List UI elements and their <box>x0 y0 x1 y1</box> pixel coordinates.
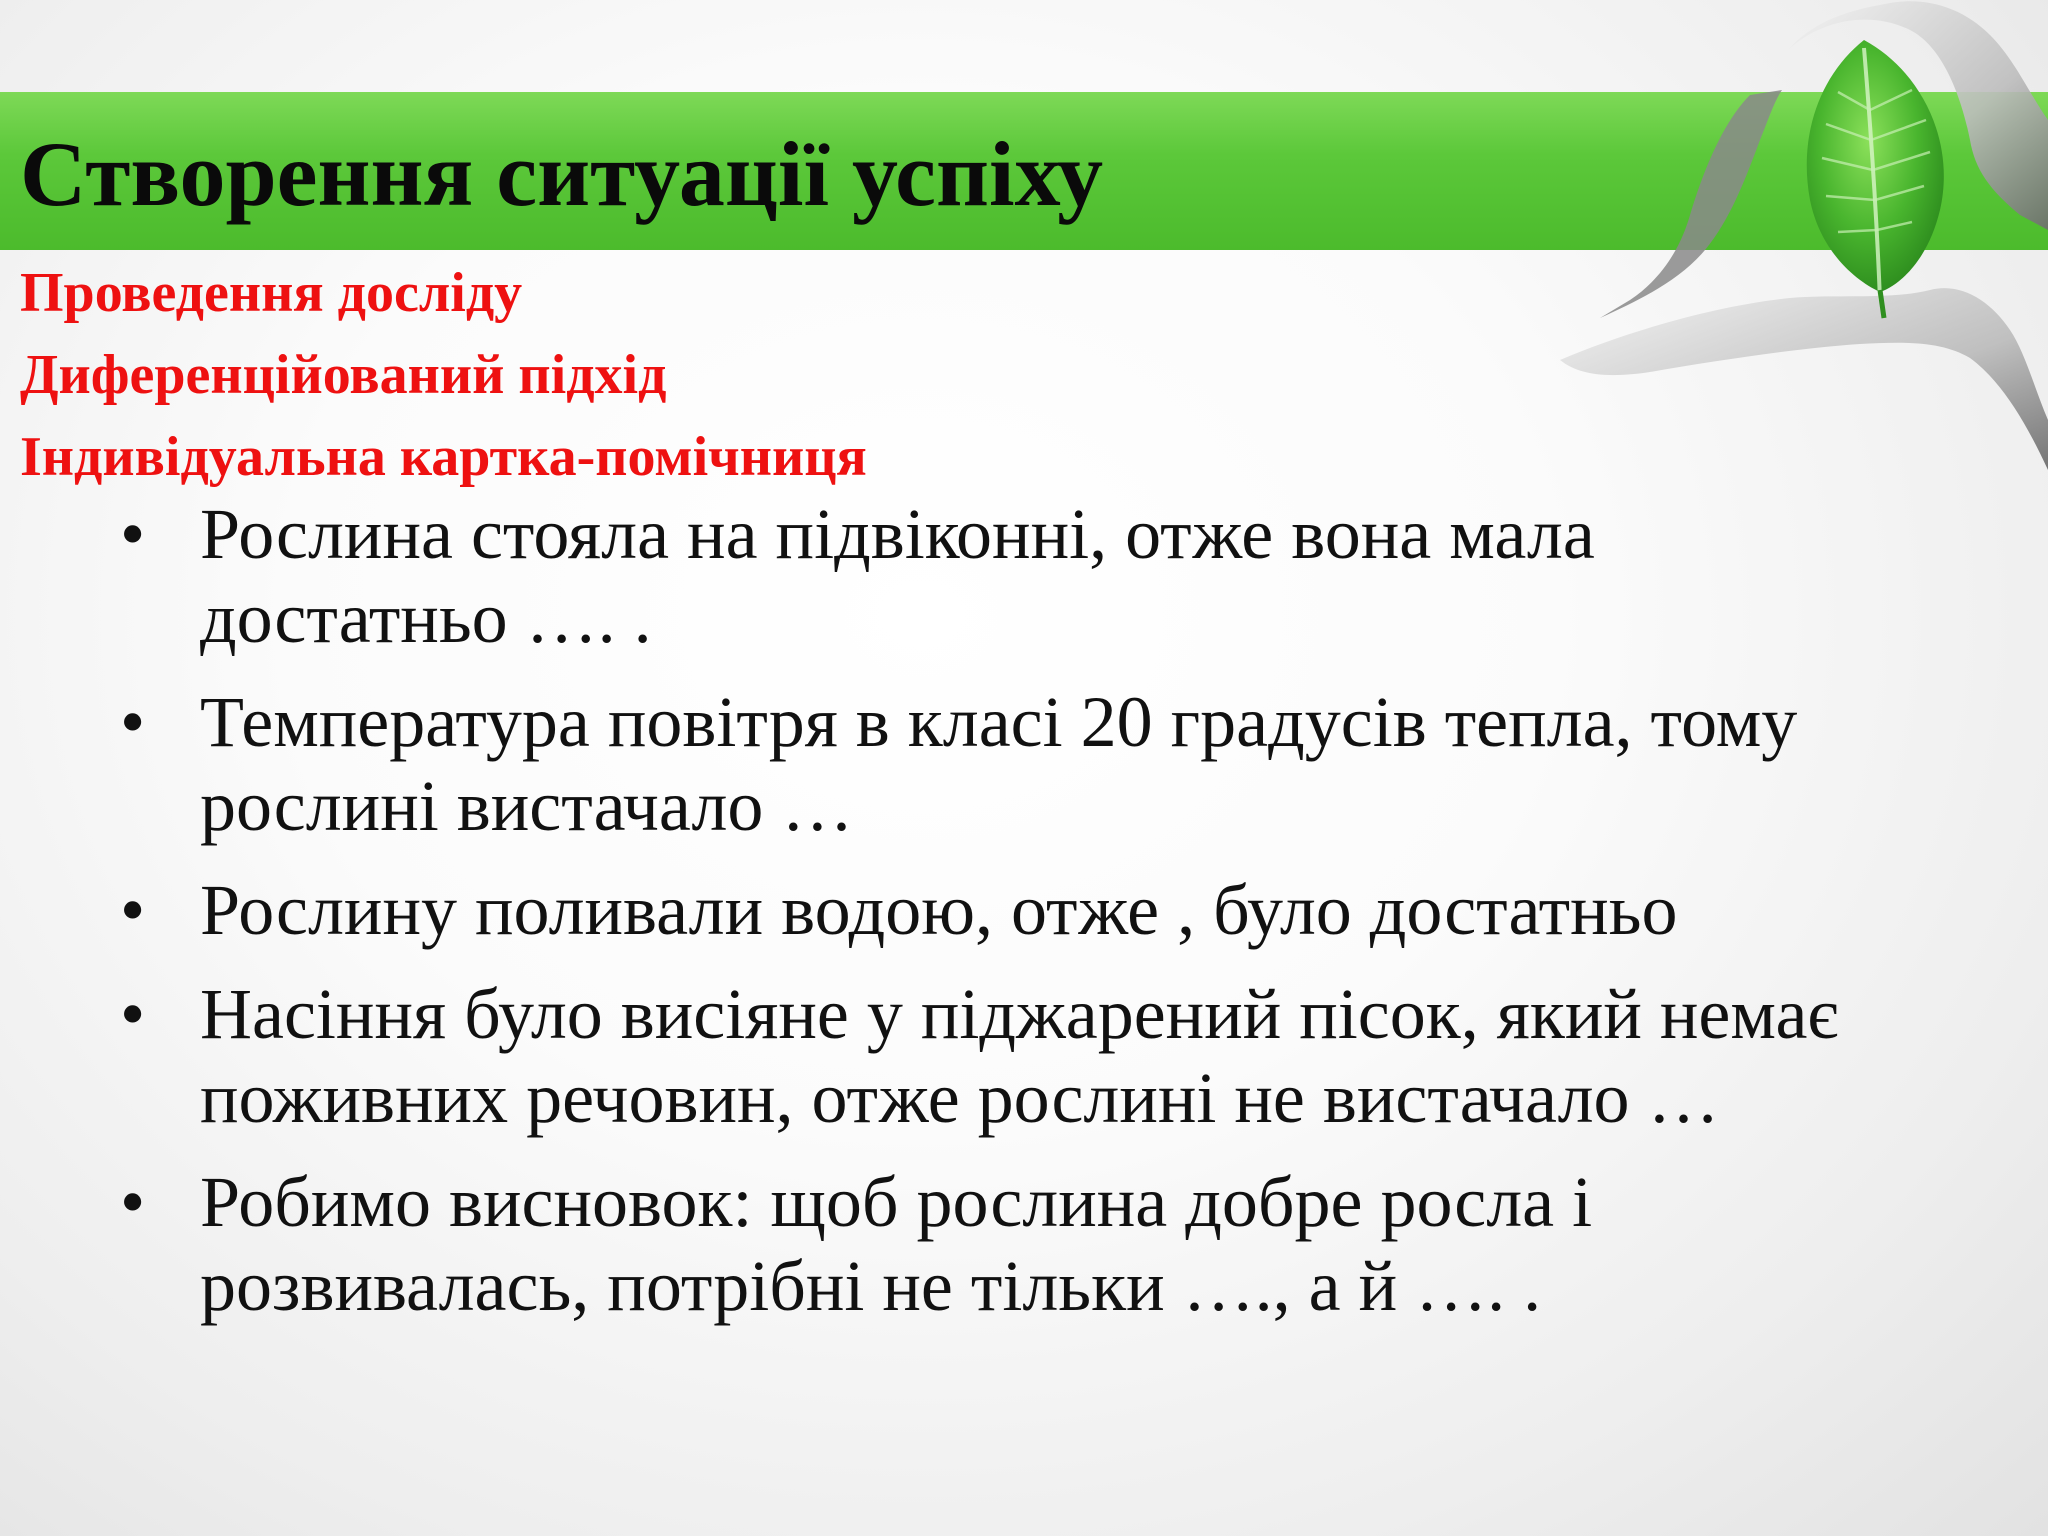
bullet-item <box>120 1160 1880 1328</box>
bullet-text: Температура повітря в класі 20 градусів тепла, тому рослині вистачало … <box>200 682 1798 846</box>
bullet-dot-icon: • <box>120 870 146 950</box>
subheading-differentiated-approach: Диференційований підхід <box>20 344 667 406</box>
bullet-dot-icon: • <box>120 682 146 762</box>
subheading-list <box>20 252 867 498</box>
bullet-list <box>120 492 1880 1348</box>
bullet-text: Насіння було висіяне у піджарений пісок, який немає поживних речовин, отже рослині не вистачало … <box>200 974 1839 1138</box>
bullet-dot-icon: • <box>120 974 146 1054</box>
bullet-text: Рослину поливали водою, отже , було достатньо <box>200 870 1678 950</box>
bullet-item <box>120 680 1880 848</box>
slide-title: Створення ситуації успіху <box>20 123 1104 225</box>
hands-holding-leaf-image <box>1520 0 2048 470</box>
bullet-dot-icon: • <box>120 494 146 574</box>
bullet-dot-icon: • <box>120 1162 146 1242</box>
subheading-helper-card: Індивідуальна картка-помічниця <box>20 426 867 488</box>
subheading-experiment: Проведення досліду <box>20 262 523 324</box>
bullet-item <box>120 492 1880 660</box>
bullet-text: Рослина стояла на підвіконні, отже вона мала достатньо …. . <box>200 494 1595 658</box>
bullet-item <box>120 972 1880 1140</box>
bullet-item <box>120 868 1880 952</box>
bullet-text: Робимо висновок: щоб рослина добре росла і розвивалась, потрібні не тільки …., а й …. . <box>200 1162 1593 1326</box>
